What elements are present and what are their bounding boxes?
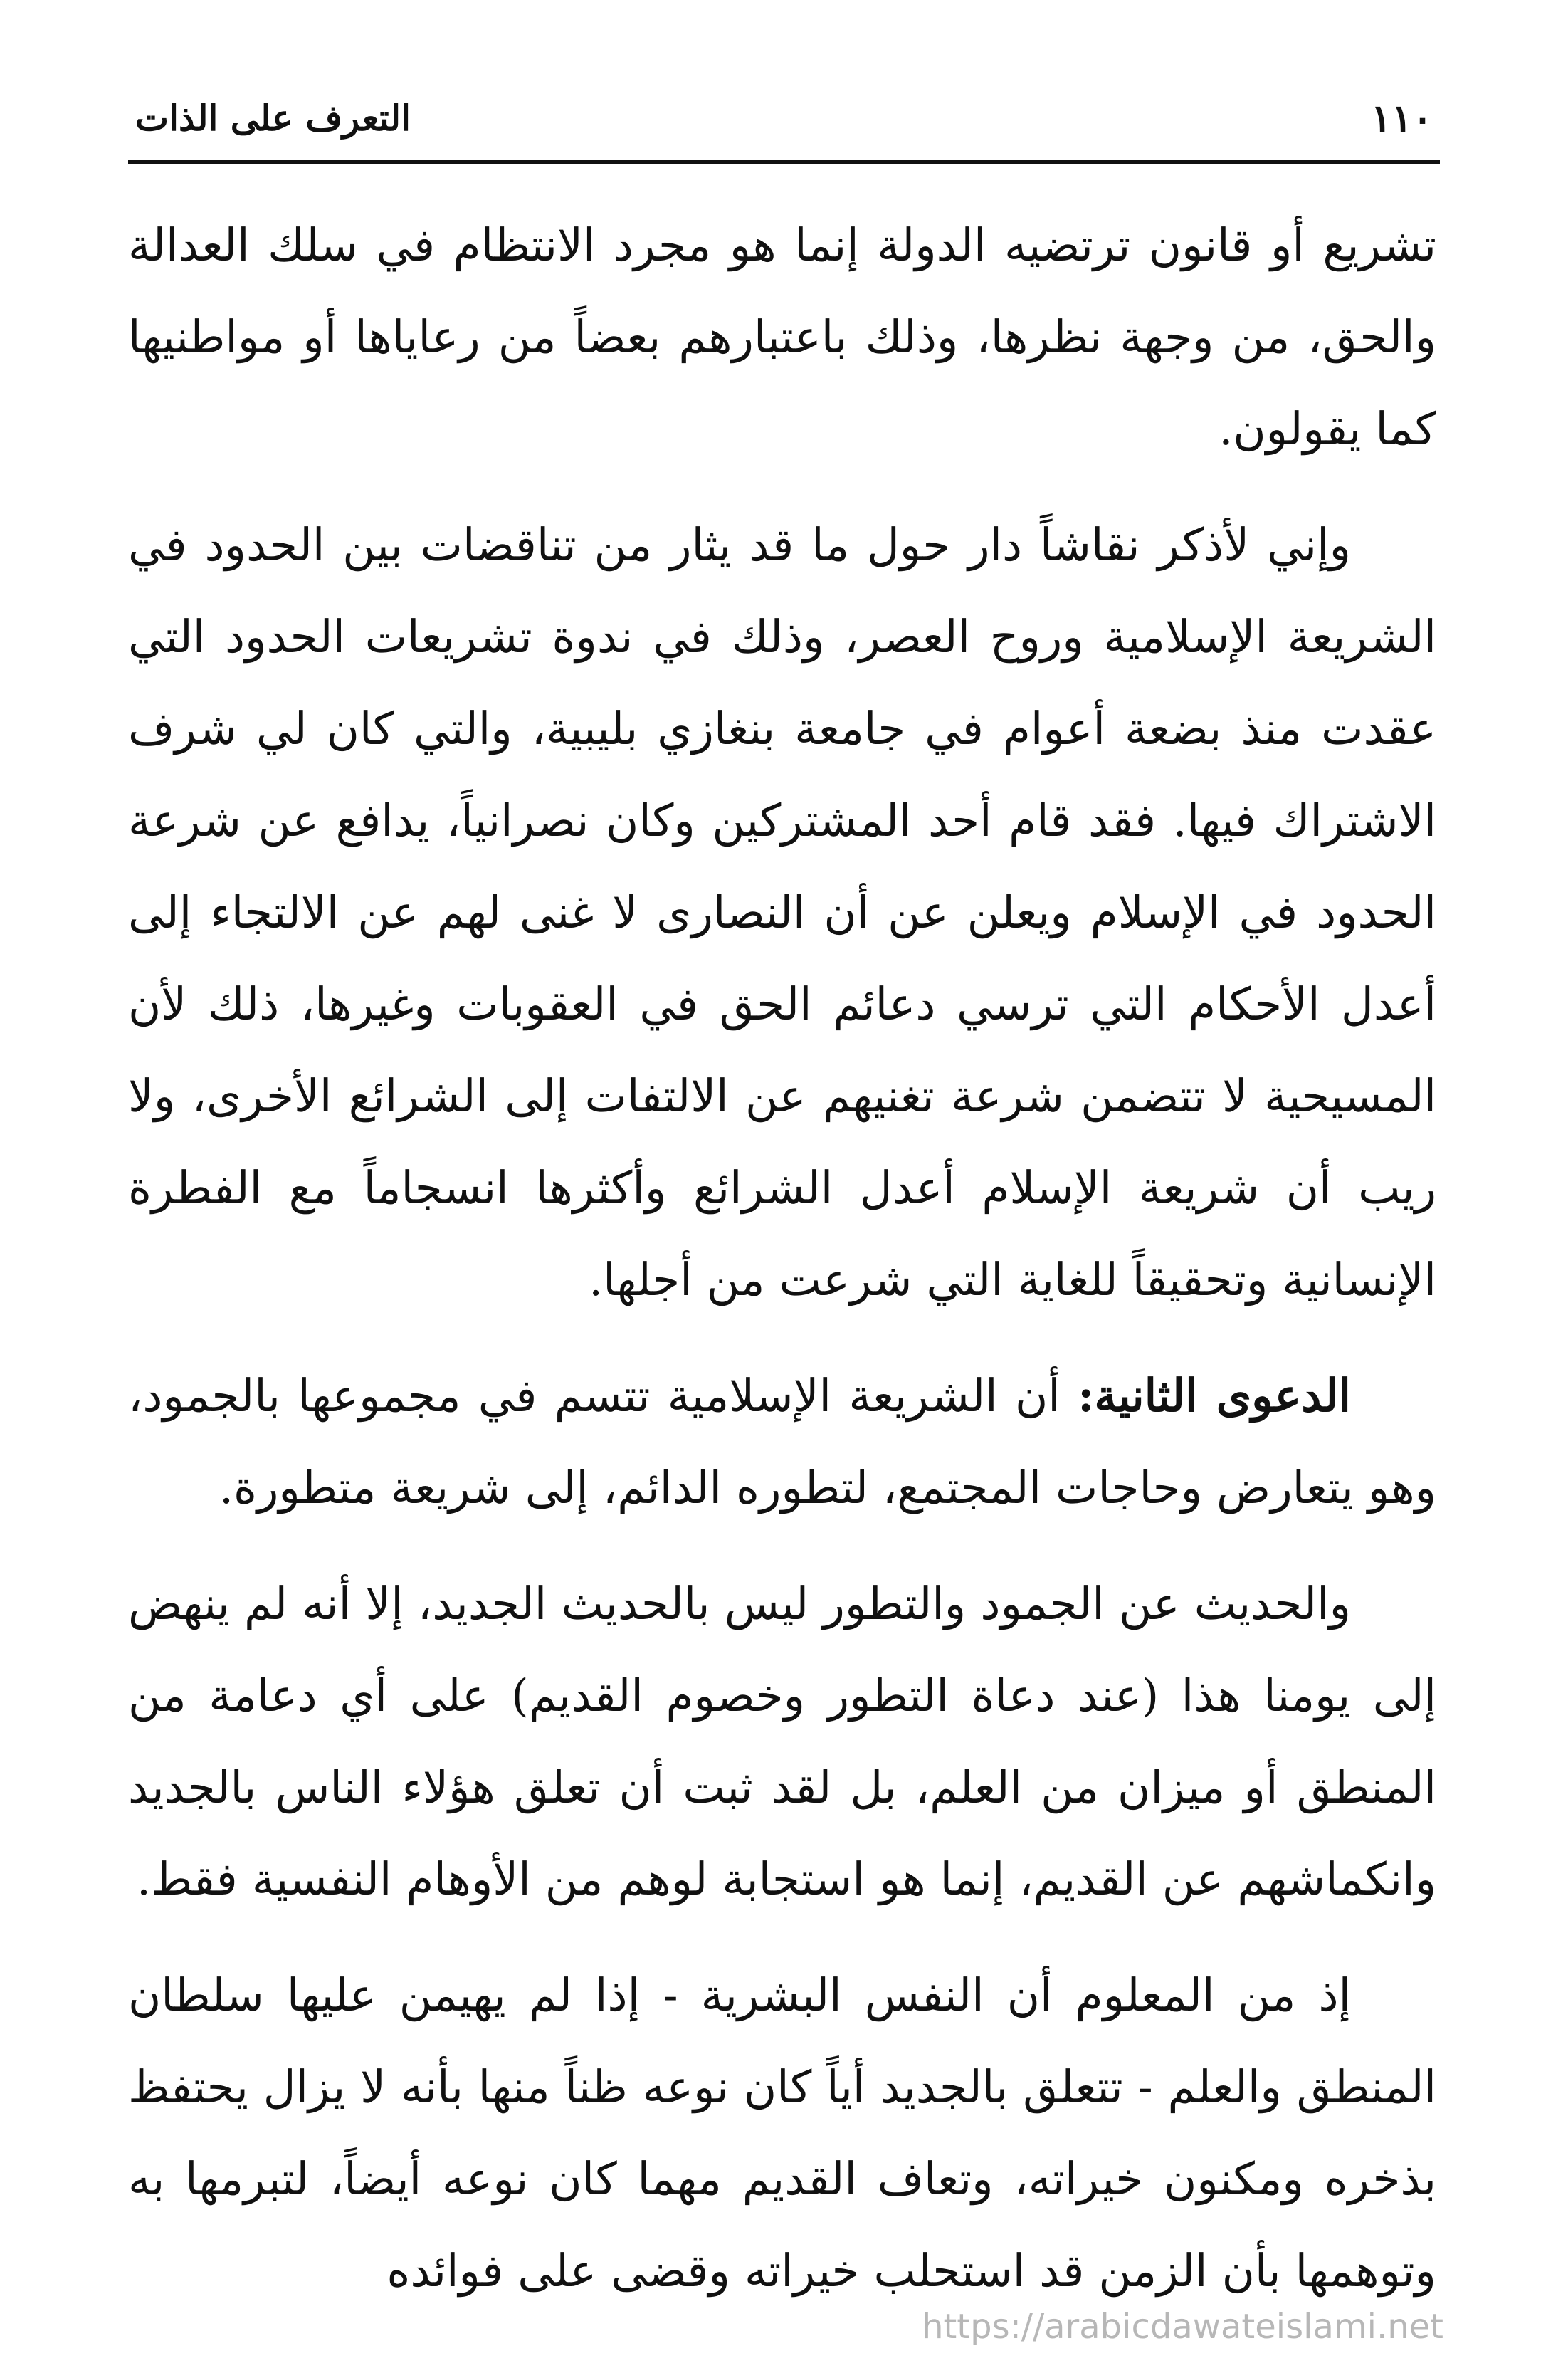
running-head — [128, 93, 1440, 150]
paragraph-human-soul: إذ من المعلوم أن النفس البشرية - إذا لم يهيمن عليها سلطان المنطق والعلم - تتعلق بالجديد أياً كان نوعه ظناً منها بأنه لا يزال يحتفظ بذخره ومكنون خيراته، وتعاف القديم مهما كان نوعه أيضاً، لتبرمها به وتوهمها بأن الزمن قد استحلب خيراته وقضى على فوائده — [128, 1969, 1436, 2297]
page-number: ١١٠ — [1370, 95, 1433, 141]
body-text — [128, 199, 1436, 2341]
paragraph-stagnation: والحديث عن الجمود والتطور ليس بالحديث الجديد، إلا أنه لم ينهض إلى يومنا هذا (عند دعاة التطور وخصوم القديم) على أي دعامة من المنطق أو ميزان من العلم، بل لقد ثبت أن تعلق هؤلاء الناس بالجديد وانكماشهم عن القديم، إنما هو استجابة لوهم من الأوهام النفسية فقط. — [128, 1578, 1437, 1905]
header-rule — [128, 160, 1440, 164]
paragraph-continuation: تشريع أو قانون ترتضيه الدولة إنما هو مجرد الانتظام في سلك العدالة والحق، من وجهة نظرها، وذلك باعتبارهم بعضاً من رعاياها أو مواطنيها كما يقولون. — [128, 219, 1436, 455]
watermark-url: https://arabicdawateislami.net — [922, 2307, 1443, 2347]
claim-text: أن الشريعة الإسلامية تتسم في مجموعها بالجمود، وهو يتعارض وحاجات المجتمع، لتطوره الدائم، إلى شريعة متطورة. — [128, 1370, 1436, 1514]
running-title: التعرف على الذات — [135, 97, 411, 139]
claim-heading: الدعوى الثانية: — [1078, 1369, 1351, 1422]
paragraph-symposium: وإني لأذكر نقاشاً دار حول ما قد يثار من تناقضات بين الحدود في الشريعة الإسلامية وروح العصر، وذلك في ندوة تشريعات الحدود التي عقدت منذ بضعة أعوام في جامعة بنغازي بليبية، والتي كان لي شرف الاشتراك فيها. فقد قام أحد المشتركين وكان نصرانياً، يدافع عن شرعة الحدود في الإسلام ويعلن عن أن النصارى لا غنى لهم عن الالتجاء إلى أعدل الأحكام التي ترسي دعائم الحق في العقوبات وغيرها، ذلك لأن المسيحية لا تتضمن شرعة تغنيهم عن الالتفات إلى الشرائع الأخرى، ولا ريب أن شريعة الإسلام أعدل الشرائع وأكثرها انسجاماً مع الفطرة الإنسانية وتحقيقاً للغاية التي شرعت من أجلها. — [128, 519, 1436, 1306]
paragraph-second-claim — [128, 1350, 1436, 1534]
